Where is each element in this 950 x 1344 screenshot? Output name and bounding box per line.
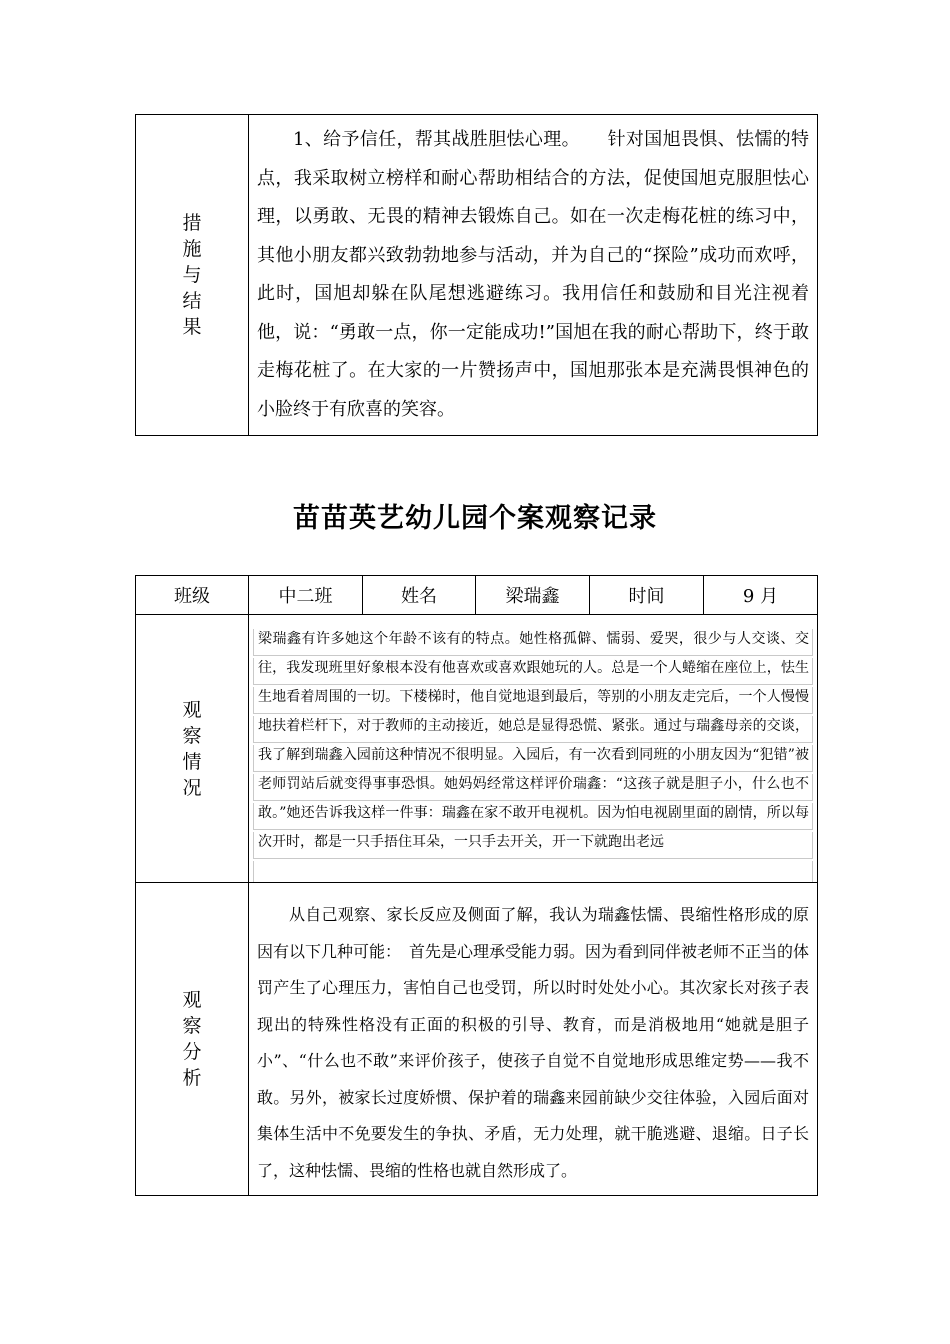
class-value: 中二班 xyxy=(249,576,363,615)
measures-label-char: 施 xyxy=(182,238,202,260)
observation-label-char: 情 xyxy=(182,750,202,773)
measures-content xyxy=(249,115,818,436)
measures-label-char: 措 xyxy=(182,212,202,234)
analysis-label xyxy=(136,883,249,1196)
observation-label-char: 况 xyxy=(182,776,202,799)
analysis-label-char: 察 xyxy=(182,1015,202,1037)
measures-text: 1、给予信任，帮其战胜胆怯心理。 针对国旭畏惧、怯懦的特点，我采取树立榜样和耐心帮助相结合的方法，促使国旭克服胆怯心理，以勇敢、无畏的精神去锻炼自己。如在一次走梅花桩的练习中，其他小朋友都兴致勃勃地参与活动，并为自己的“探险”成功而欢呼，此时，国旭却躲在队尾想逃避练习。我用信任和鼓励和目光注视着他，说：“勇敢一点，你一定能成功!”国旭在我的耐心帮助下，终于敢走梅花桩了。在大家的一片赞扬声中，国旭那张本是充满畏惧神色的小脸终于有欣喜的笑容。 xyxy=(257,129,809,420)
class-label: 班级 xyxy=(136,576,249,615)
name-label: 姓名 xyxy=(363,576,476,615)
measures-label-char: 果 xyxy=(182,316,202,338)
analysis-text: 从自己观察、家长反应及侧面了解，我认为瑞鑫怯懦、畏缩性格形成的原因有以下几种可能： 首先是心理承受能力弱。因为看到同伴被老师不正当的体罚产生了心理压力，害怕自己也受罚，所以时时处处小心。其次家长对孩子表现出的特殊性格没有正面的积极的引导、教育，而是消极地用“她就是胆子小”、“什么也不敢”来评价孩子，使孩子自觉不自觉地形成思维定势——我不敢。另外，被家长过度娇惯、保护着的瑞鑫来园前缺少交往体验，入园后面对集体生活中不免要发生的争执、矛盾，无力处理，就干脆逃避、退缩。日子长了，这种怯懦、畏缩的性格也就自然形成了。 xyxy=(257,905,810,1180)
observation-label xyxy=(136,615,249,883)
measures-label-char: 与 xyxy=(182,264,202,286)
observation-record-table xyxy=(135,575,818,1196)
measures-table xyxy=(135,114,818,436)
analysis-content xyxy=(249,883,818,1196)
observation-content xyxy=(249,615,818,883)
page-title: 苗苗英艺幼儿园个案观察记录 xyxy=(293,503,657,534)
observation-text: 梁瑞鑫有许多她这个年龄不该有的特点。她性格孤僻、懦弱、爱哭，很少与人交谈、交往，我发现班里好象根本没有他喜欢或喜欢跟她玩的人。总是一个人蜷缩在座位上，怯生生地看着周围的一切。下楼梯时，他自觉地退到最后，等别的小朋友走完后，一个人慢慢地扶着栏杆下，对于教师的主动接近，她总是显得恐慌、紧张。通过与瑞鑫母亲的交谈，我了解到瑞鑫入园前这种情况不很明显。入园后，有一次看到同班的小朋友因为“犯错”被老师罚站后就变得事事恐惧。她妈妈经常这样评价瑞鑫：“这孩子就是胆子小，什么也不敢。”她还告诉我这样一件事：瑞鑫在家不敢开电视机。因为怕电视剧里面的剧情，所以每次开时，都是一只手捂住耳朵，一只手去开关，开一下就跑出老远 xyxy=(258,631,809,850)
analysis-label-char: 观 xyxy=(182,989,202,1011)
measures-label xyxy=(136,115,249,436)
analysis-label-char: 分 xyxy=(182,1041,202,1063)
observation-label-char: 观 xyxy=(182,698,202,721)
analysis-label-char: 析 xyxy=(182,1067,202,1089)
measures-label-char: 结 xyxy=(182,290,202,312)
time-value: 9 月 xyxy=(704,576,818,615)
observation-label-char: 察 xyxy=(182,724,202,747)
name-value: 梁瑞鑫 xyxy=(476,576,590,615)
time-label: 时间 xyxy=(590,576,704,615)
